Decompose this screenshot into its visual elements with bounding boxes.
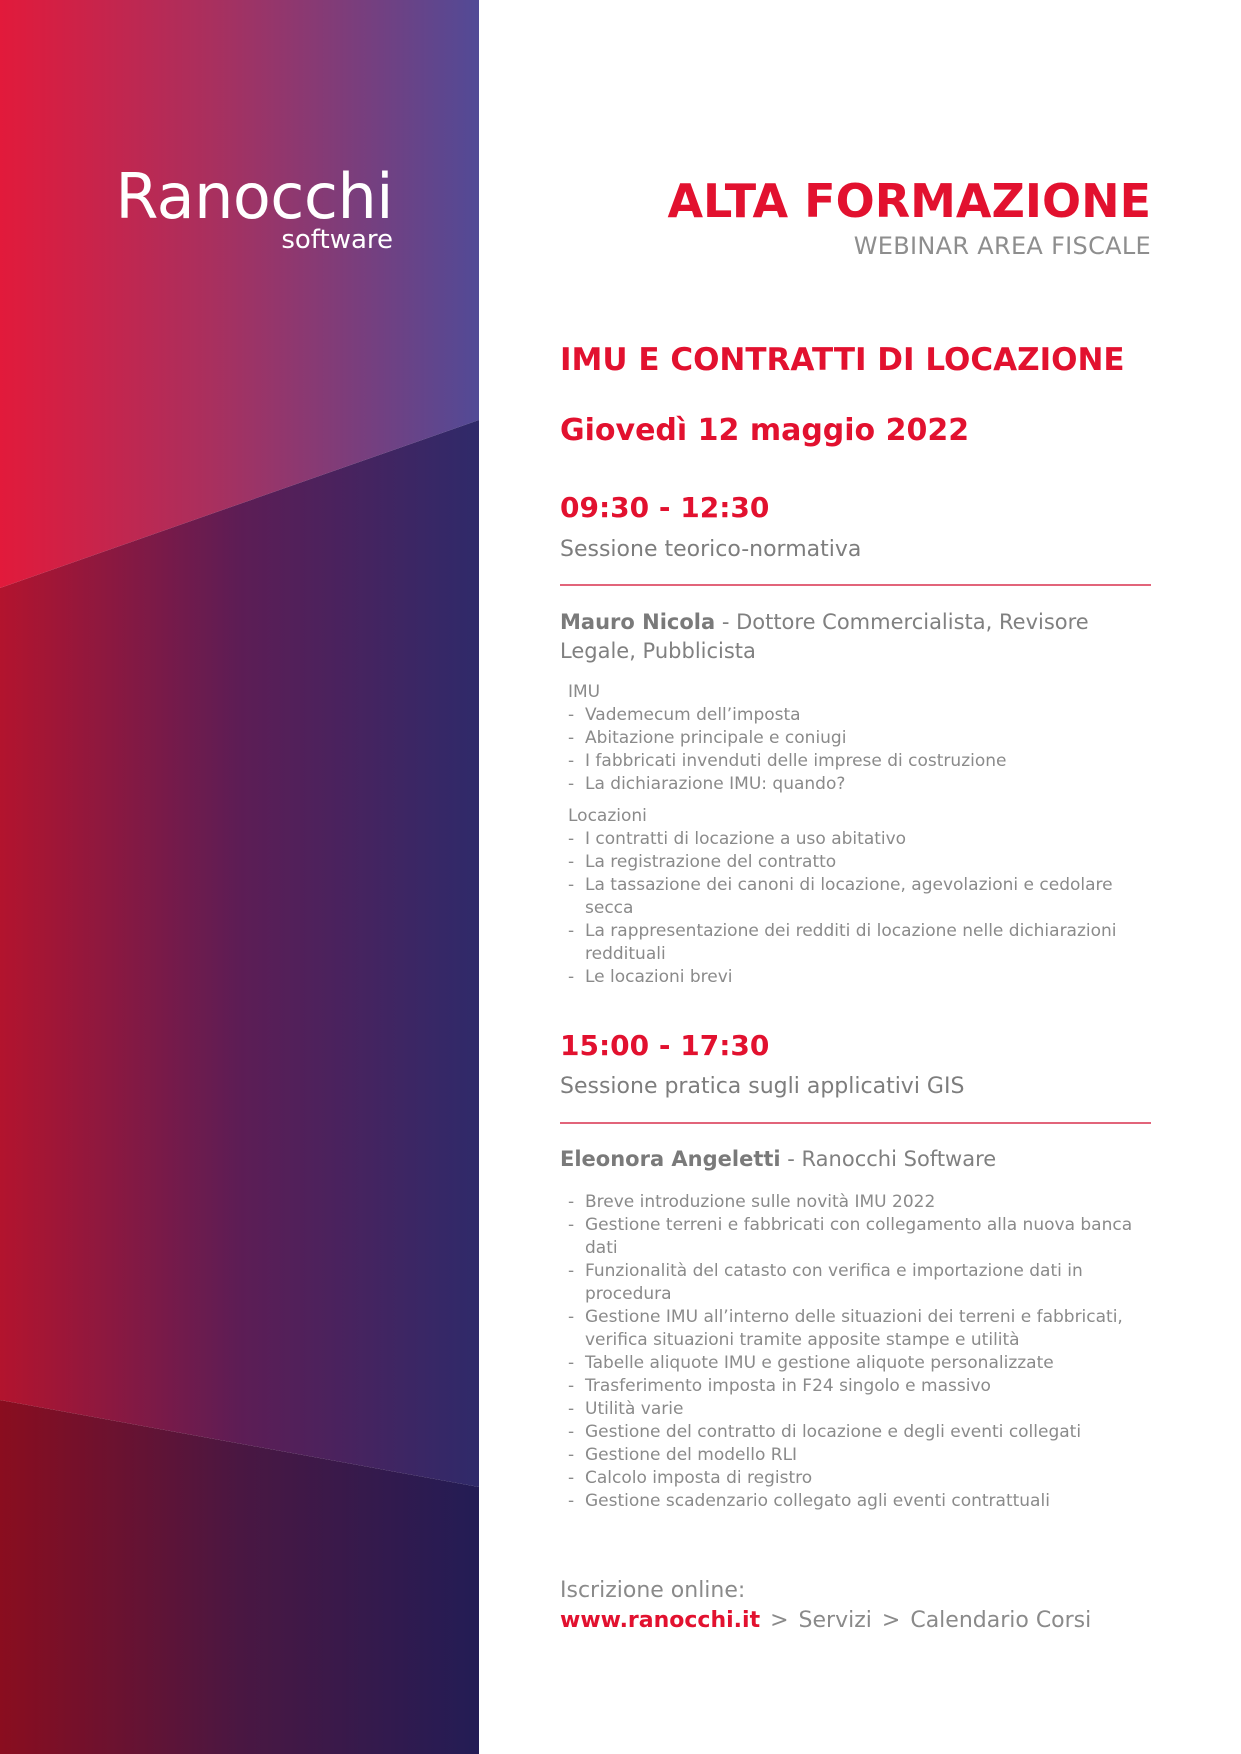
logo-brand: Ranocchi [115, 160, 393, 233]
list-item: - Calcolo imposta di registro [560, 1467, 1151, 1490]
speaker-name: Mauro Nicola [560, 610, 716, 634]
enroll-label: Iscrizione online: [560, 1578, 746, 1603]
speaker-name: Eleonora Angeletti [560, 1147, 781, 1171]
topics-block [560, 1191, 1151, 1513]
list-item: - I fabbricati invenduti delle imprese di costruzione [560, 750, 1151, 773]
topics-block [560, 681, 1151, 989]
list-item: - Gestione terreni e fabbricati con collegamento alla nuova banca dati [560, 1214, 1151, 1260]
course-title: IMU E CONTRATTI DI LOCAZIONE [560, 342, 1125, 378]
enroll-breadcrumb [560, 1604, 1091, 1638]
speaker-role: - Dottore Commercialista, Revisore Legale, Pubblicista [560, 610, 1089, 663]
topic-list [560, 1191, 1151, 1513]
list-item: - Breve introduzione sulle novità IMU 2022 [560, 1191, 1151, 1214]
list-item: - Gestione del modello RLI [560, 1444, 1151, 1467]
session-title: Sessione teorico-normativa [560, 537, 862, 562]
breadcrumb-item-servizi: Servizi [798, 1608, 872, 1633]
session-title: Sessione pratica sugli applicativi GIS [560, 1074, 965, 1099]
breadcrumb-separator: > [770, 1608, 789, 1633]
section-divider [560, 1122, 1151, 1124]
company-logo [115, 160, 393, 255]
list-item: - I contratti di locazione a uso abitativo [560, 828, 1151, 851]
breadcrumb-separator: > [881, 1608, 901, 1633]
list-item: - Gestione IMU all’interno delle situazioni dei terreni e fabbricati, verifica situazioni tramite apposite stampe e utilità [560, 1306, 1151, 1352]
list-item: - La registrazione del contratto [560, 851, 1151, 874]
speaker-role: - Ranocchi Software [780, 1147, 997, 1171]
section-divider [560, 584, 1151, 586]
list-item: - Utilità varie [560, 1398, 1151, 1421]
list-item: - La dichiarazione IMU: quando? [560, 773, 1151, 796]
breadcrumb-item-calendario: Calendario Corsi [910, 1608, 1092, 1633]
main-content [560, 0, 1151, 1754]
topic-heading: Locazioni [568, 806, 647, 826]
list-item: - Vademecum dell’imposta [560, 704, 1151, 727]
session-time: 09:30 - 12:30 [560, 491, 770, 524]
list-item: - Tabelle aliquote IMU e gestione aliquote personalizzate [560, 1352, 1151, 1375]
header-subtitle: WEBINAR AREA FISCALE [853, 232, 1151, 260]
list-item: - La tassazione dei canoni di locazione, agevolazioni e cedolare secca [560, 874, 1151, 920]
list-item: - Gestione scadenzario collegato agli eventi contrattuali [560, 1490, 1151, 1513]
list-item: - Abitazione principale e coniugi [560, 727, 1151, 750]
sidebar-band-middle [0, 420, 479, 1487]
topic-list [560, 828, 1151, 989]
topic-heading: IMU [568, 682, 601, 702]
list-item: - Le locazioni brevi [560, 966, 1151, 989]
decorative-sidebar [0, 0, 479, 1754]
course-date: Giovedì 12 maggio 2022 [560, 413, 970, 448]
website-link[interactable]: www.ranocchi.it [560, 1608, 761, 1633]
list-item: - Funzionalità del catasto con verifica e importazione dati in procedura [560, 1260, 1151, 1306]
header-title: ALTA FORMAZIONE [667, 174, 1151, 228]
logo-subtitle: software [281, 225, 393, 255]
list-item: - Trasferimento imposta in F24 singolo e massivo [560, 1375, 1151, 1398]
speaker [560, 1145, 1151, 1174]
gradient-background [0, 0, 479, 1754]
speaker [560, 608, 1151, 666]
list-item: - La rappresentazione dei redditi di locazione nelle dichiarazioni reddituali [560, 920, 1151, 966]
session-time: 15:00 - 17:30 [560, 1029, 770, 1062]
list-item: - Gestione del contratto di locazione e degli eventi collegati [560, 1421, 1151, 1444]
topic-list [560, 704, 1151, 796]
